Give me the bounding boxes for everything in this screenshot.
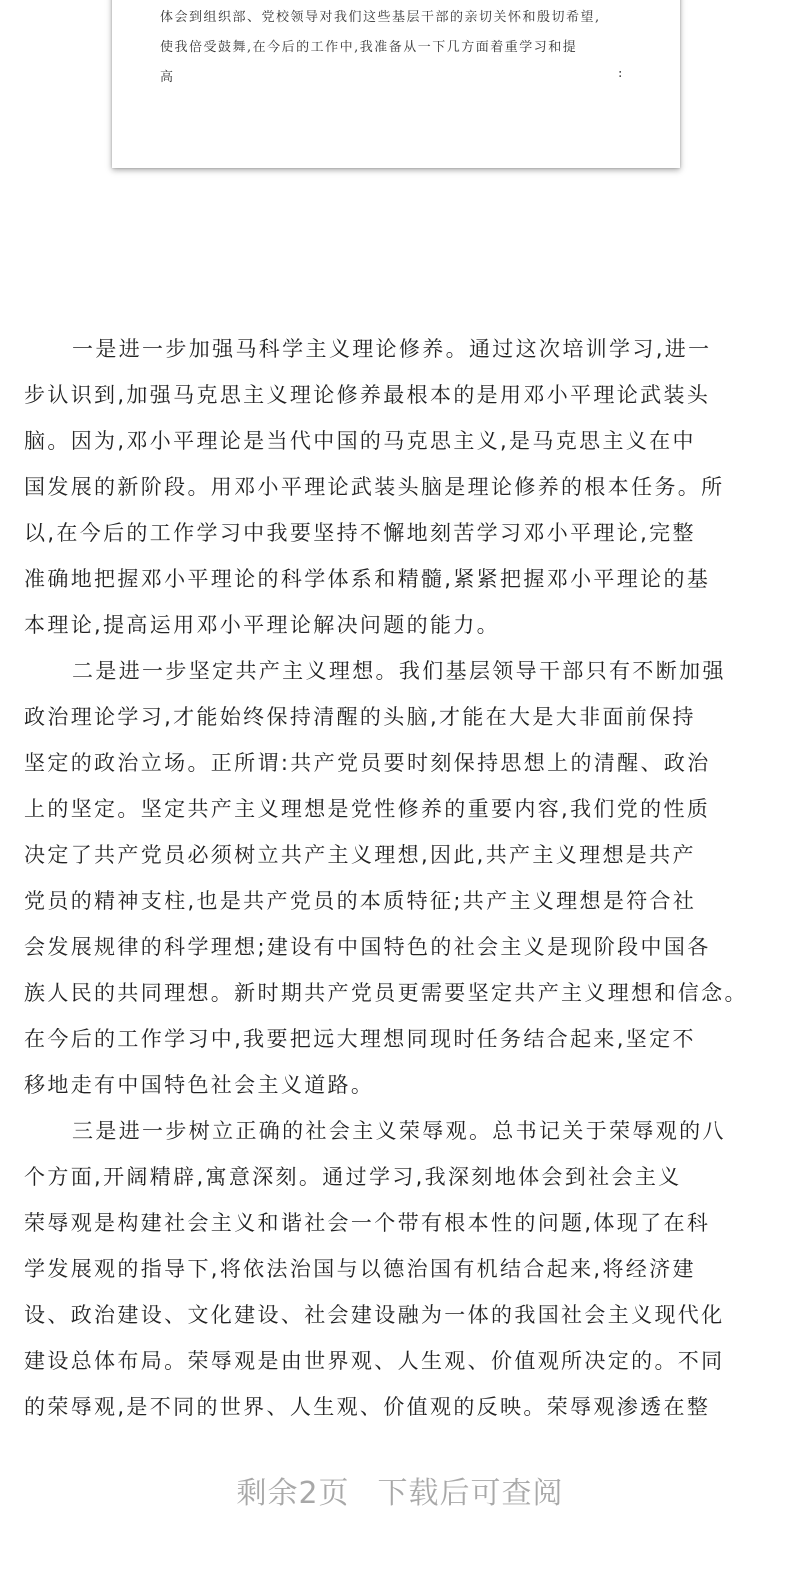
- paragraph-1-line: 准确地把握邓小平理论的科学体系和精髓,紧紧把握邓小平理论的基: [24, 567, 711, 591]
- paragraph-2-line: 决定了共产党员必须树立共产主义理想,因此,共产主义理想是共产: [24, 843, 696, 867]
- paragraph-2-line: 坚定的政治立场。正所谓:共产党员要时刻保持思想上的清醒、政治: [24, 751, 711, 775]
- paragraph-2-line: 二是进一步坚定共产主义理想。我们基层领导干部只有不断加强: [72, 659, 726, 683]
- paragraph-3-line: 建设总体布局。荣辱观是由世界观、人生观、价值观所决定的。不同: [24, 1349, 725, 1373]
- paragraph-1-line: 以,在今后的工作学习中我要坚持不懈地刻苦学习邓小平理论,完整: [24, 521, 696, 545]
- paragraph-3-line: 的荣辱观,是不同的世界、人生观、价值观的反映。荣辱观渗透在整: [24, 1395, 711, 1419]
- paragraph-3-line: 个方面,开阔精辟,寓意深刻。通过学习,我深刻地体会到社会主义: [24, 1165, 682, 1189]
- paragraph-3-line: 荣辱观是构建社会主义和谐社会一个带有根本性的问题,体现了在科: [24, 1211, 711, 1235]
- download-prompt[interactable]: [0, 1468, 800, 1512]
- paragraph-3-line: 三是进一步树立正确的社会主义荣辱观。总书记关于荣辱观的八: [72, 1119, 726, 1143]
- paragraph-2-line: 党员的精神支柱,也是共产党员的本质特征;共产主义理想是符合社: [24, 889, 697, 913]
- paragraph-1-line: 本理论,提高运用邓小平理论解决问题的能力。: [24, 613, 501, 637]
- paragraph-2-line: 政治理论学习,才能始终保持清醒的头脑,才能在大是大非面前保持: [24, 705, 696, 729]
- paragraph-1-line: 脑。因为,邓小平理论是当代中国的马克思主义,是马克思主义在中: [24, 429, 696, 453]
- paragraph-1-line: 步认识到,加强马克思主义理论修养最根本的是用邓小平理论武装头: [24, 383, 711, 407]
- paragraph-2-line: 族人民的共同理想。新时期共产党员更需要坚定共产主义理想和信念。: [24, 981, 748, 1005]
- page-preview-card: [112, 0, 680, 168]
- paragraph-1-line: 一是进一步加强马科学主义理论修养。通过这次培训学习,进一: [72, 337, 712, 361]
- document-body: [24, 326, 784, 1430]
- paragraph-1-line: 国发展的新阶段。用邓小平理论武装头脑是理论修养的根本任务。所: [24, 475, 725, 499]
- paragraph-2-line: 在今后的工作学习中,我要把远大理想同现时任务结合起来,坚定不: [24, 1027, 696, 1051]
- remaining-pages-text: 剩余2页: [236, 1476, 350, 1511]
- preview-line: 体会到组织部、党校领导对我们这些基层干部的亲切关怀和殷切希望,: [160, 10, 601, 25]
- paragraph-2-line: 移地走有中国特色社会主义道路。: [24, 1073, 375, 1097]
- paragraph-2-line: 上的坚定。坚定共产主义理想是党性修养的重要内容,我们党的性质: [24, 797, 711, 821]
- preview-colon: :: [618, 66, 623, 81]
- download-to-view-link[interactable]: 下载后可查阅: [377, 1476, 564, 1511]
- paragraph-3-line: 学发展观的指导下,将依法治国与以德治国有机结合起来,将经济建: [24, 1257, 696, 1281]
- preview-line: 使我倍受鼓舞,在今后的工作中,我准备从一下几方面着重学习和提: [160, 40, 578, 55]
- paragraph-3-line: 设、政治建设、文化建设、社会建设融为一体的我国社会主义现代化: [24, 1303, 725, 1327]
- paragraph-2-line: 会发展规律的科学理想;建设有中国特色的社会主义是现阶段中国各: [24, 935, 711, 959]
- preview-line: 高: [160, 70, 175, 85]
